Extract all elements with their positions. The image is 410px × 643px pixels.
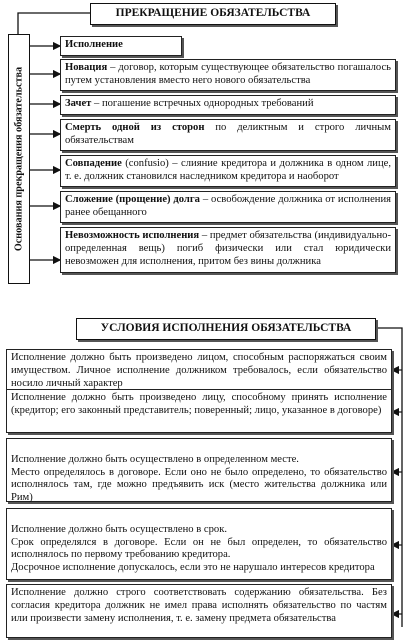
termination-item-1: Исполнение [60, 36, 182, 56]
condition-item-5: Исполнение должно строго соответствовать содержанию обязательства. Без согласия кредитора должник не имел права исполнять обязательство по частям или произвести замену исполнения, т. е. замену предмета обязательства [6, 584, 392, 638]
title-to-label-line [18, 13, 90, 34]
termination-item-4: Смерть одной из сторон по деликтным и строго личным обязательствам [60, 119, 396, 151]
side-label-text: Основания прекращения обязательства [13, 66, 25, 252]
termination-item-6: Сложение (прощение) долга – освобождение должника от исполнения ранее обещанного [60, 191, 396, 223]
conditions-title: УСЛОВИЯ ИСПОЛНЕНИЯ ОБЯЗАТЕЛЬСТВА [76, 318, 376, 340]
termination-item-5: Совпадение (confusio) – слияние кредитора и должника в одном лице, т. е. должник становился наследником кредитора и наоборот [60, 155, 396, 187]
termination-item-3: Зачет – погашение встречных однородных требований [60, 95, 396, 115]
condition-item-4: Исполнение должно быть осуществлено в срок. Срок определялся в договоре. Если он не был определен, то обязательство исполнялось по первому требованию кредитора. Досрочное исполнение допускалось, если это не нарушало интересов кредитора [6, 508, 392, 580]
termination-side-label [8, 34, 30, 284]
condition-item-2: Исполнение должно быть произведено лицу, способному принять исполнение (кредитор; его законный представитель; поверенный; лицо, указанное в договоре) [6, 389, 392, 433]
termination-title: ПРЕКРАЩЕНИЕ ОБЯЗАТЕЛЬСТВА [90, 3, 336, 25]
condition-item-3: Исполнение должно быть осуществлено в определенном месте. Место определялось в договоре. Если оно не было определено, то обязательство исполнялось там, где можно предъявить иск (место жительства должника или Рим) [6, 438, 392, 502]
condition-item-1: Исполнение должно быть произведено лицом, способным распоряжаться своим имуществом. Личное исполнение должником требовалось, если обязательство носило личный характер [6, 349, 392, 393]
termination-item-2: Новация – договор, которым существующее обязательство погашалось путем установления вместо него нового обязательства [60, 59, 396, 91]
termination-item-7: Невозможность исполнения – предмет обязательства (индивидуально-определенная вещь) погиб физически или стал юридически невозможен для исполнения, притом без вины должника [60, 227, 396, 273]
